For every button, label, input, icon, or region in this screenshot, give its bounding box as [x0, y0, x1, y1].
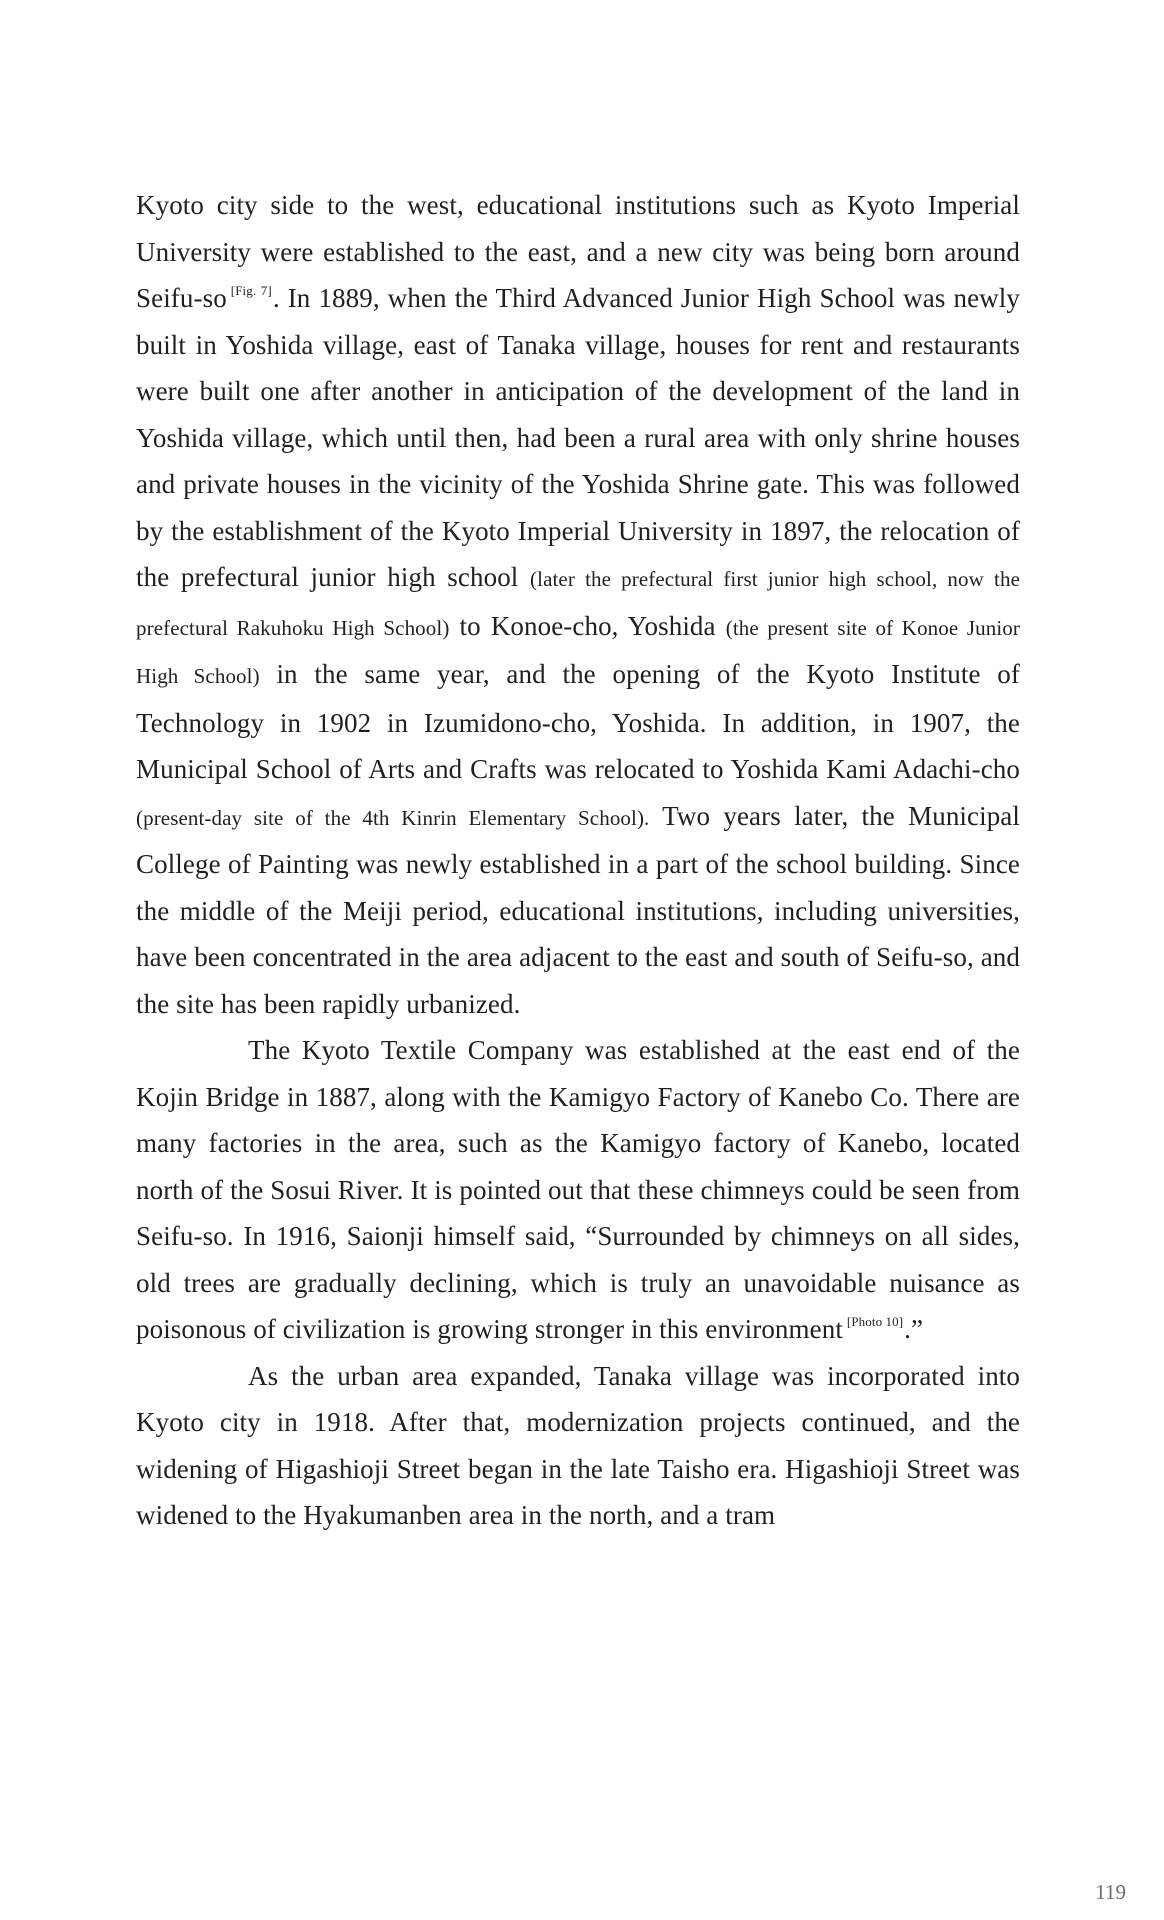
photo-reference: [Photo 10] — [846, 1314, 904, 1329]
text-run: .” — [904, 1314, 924, 1344]
paragraph-2 — [136, 1027, 1020, 1353]
paragraph-3 — [136, 1353, 1020, 1539]
parenthetical-note: (later the prefectural first junior high school, now the prefectural Rakuhoku High School) — [136, 567, 1020, 640]
text-run: in the same year, and the opening of the Kyoto Institute of Technology in 1902 in Izumidono-cho, Yoshida. In addition, in 1907, the Municipal School of Arts and Crafts was relocated to Yoshida Kami Adachi-cho — [136, 659, 1020, 784]
body-text — [136, 182, 1020, 1539]
text-run: . In 1889, when the Third Advanced Junior High School was newly built in Yoshida village, east of Tanaka village, houses for rent and restaurants were built one after another in anticipation of the development of the land in Yoshida village, which until then, had been a rural area with only shrine houses and private houses in the vicinity of the Yoshida Shrine gate. This was followed by the establishment of the Kyoto Imperial University in 1897, the relocation of the prefectural junior high school — [136, 283, 1020, 592]
text-run: to Konoe-cho, Yoshida — [449, 610, 726, 641]
text-run: As the urban area expanded, Tanaka village was incorporated into Kyoto city in 1918. After that, modernization projects continued, and the widening of Higashioji Street began in the late Taisho era. Higashioji Street was widened to the Hyakumanben area in the north, and a tram — [136, 1360, 1020, 1530]
paragraph-1 — [136, 182, 1020, 1027]
text-run: The Kyoto Textile Company was established at the east end of the Kojin Bridge in 1887, along with the Kamigyo Factory of Kanebo Co. There are many factories in the area, such as the Kamigyo factory of Kanebo, located north of the Sosui River. It is pointed out that these chimneys could be seen from Seifu-so. In 1916, Saionji himself said, “Surrounded by chimneys on all sides, old trees are gradually declining, which is truly an unavoidable nuisance as poisonous of civilization is growing stronger in this environment — [136, 1035, 1020, 1344]
figure-reference: [Fig. 7] — [230, 283, 272, 298]
text-run: Two years later, the Municipal College of Painting was newly established in a part of the school building. Since the middle of the Meiji period, educational institutions, including universities, have been concentrated in the area adjacent to the east and south of Seifu-so, and the site has been rapidly urbanized. — [136, 800, 1020, 1019]
text-run: Kyoto city side to the west, educational institutions such as Kyoto Imperial University were established to the east, and a new city was being born around Seifu-so — [136, 190, 1020, 313]
page-number: 119 — [1095, 1880, 1126, 1904]
parenthetical-note: (the present site of Konoe Junior High School) — [136, 615, 1020, 688]
parenthetical-note: (present-day site of the 4th Kinrin Elementary School). — [136, 805, 650, 830]
